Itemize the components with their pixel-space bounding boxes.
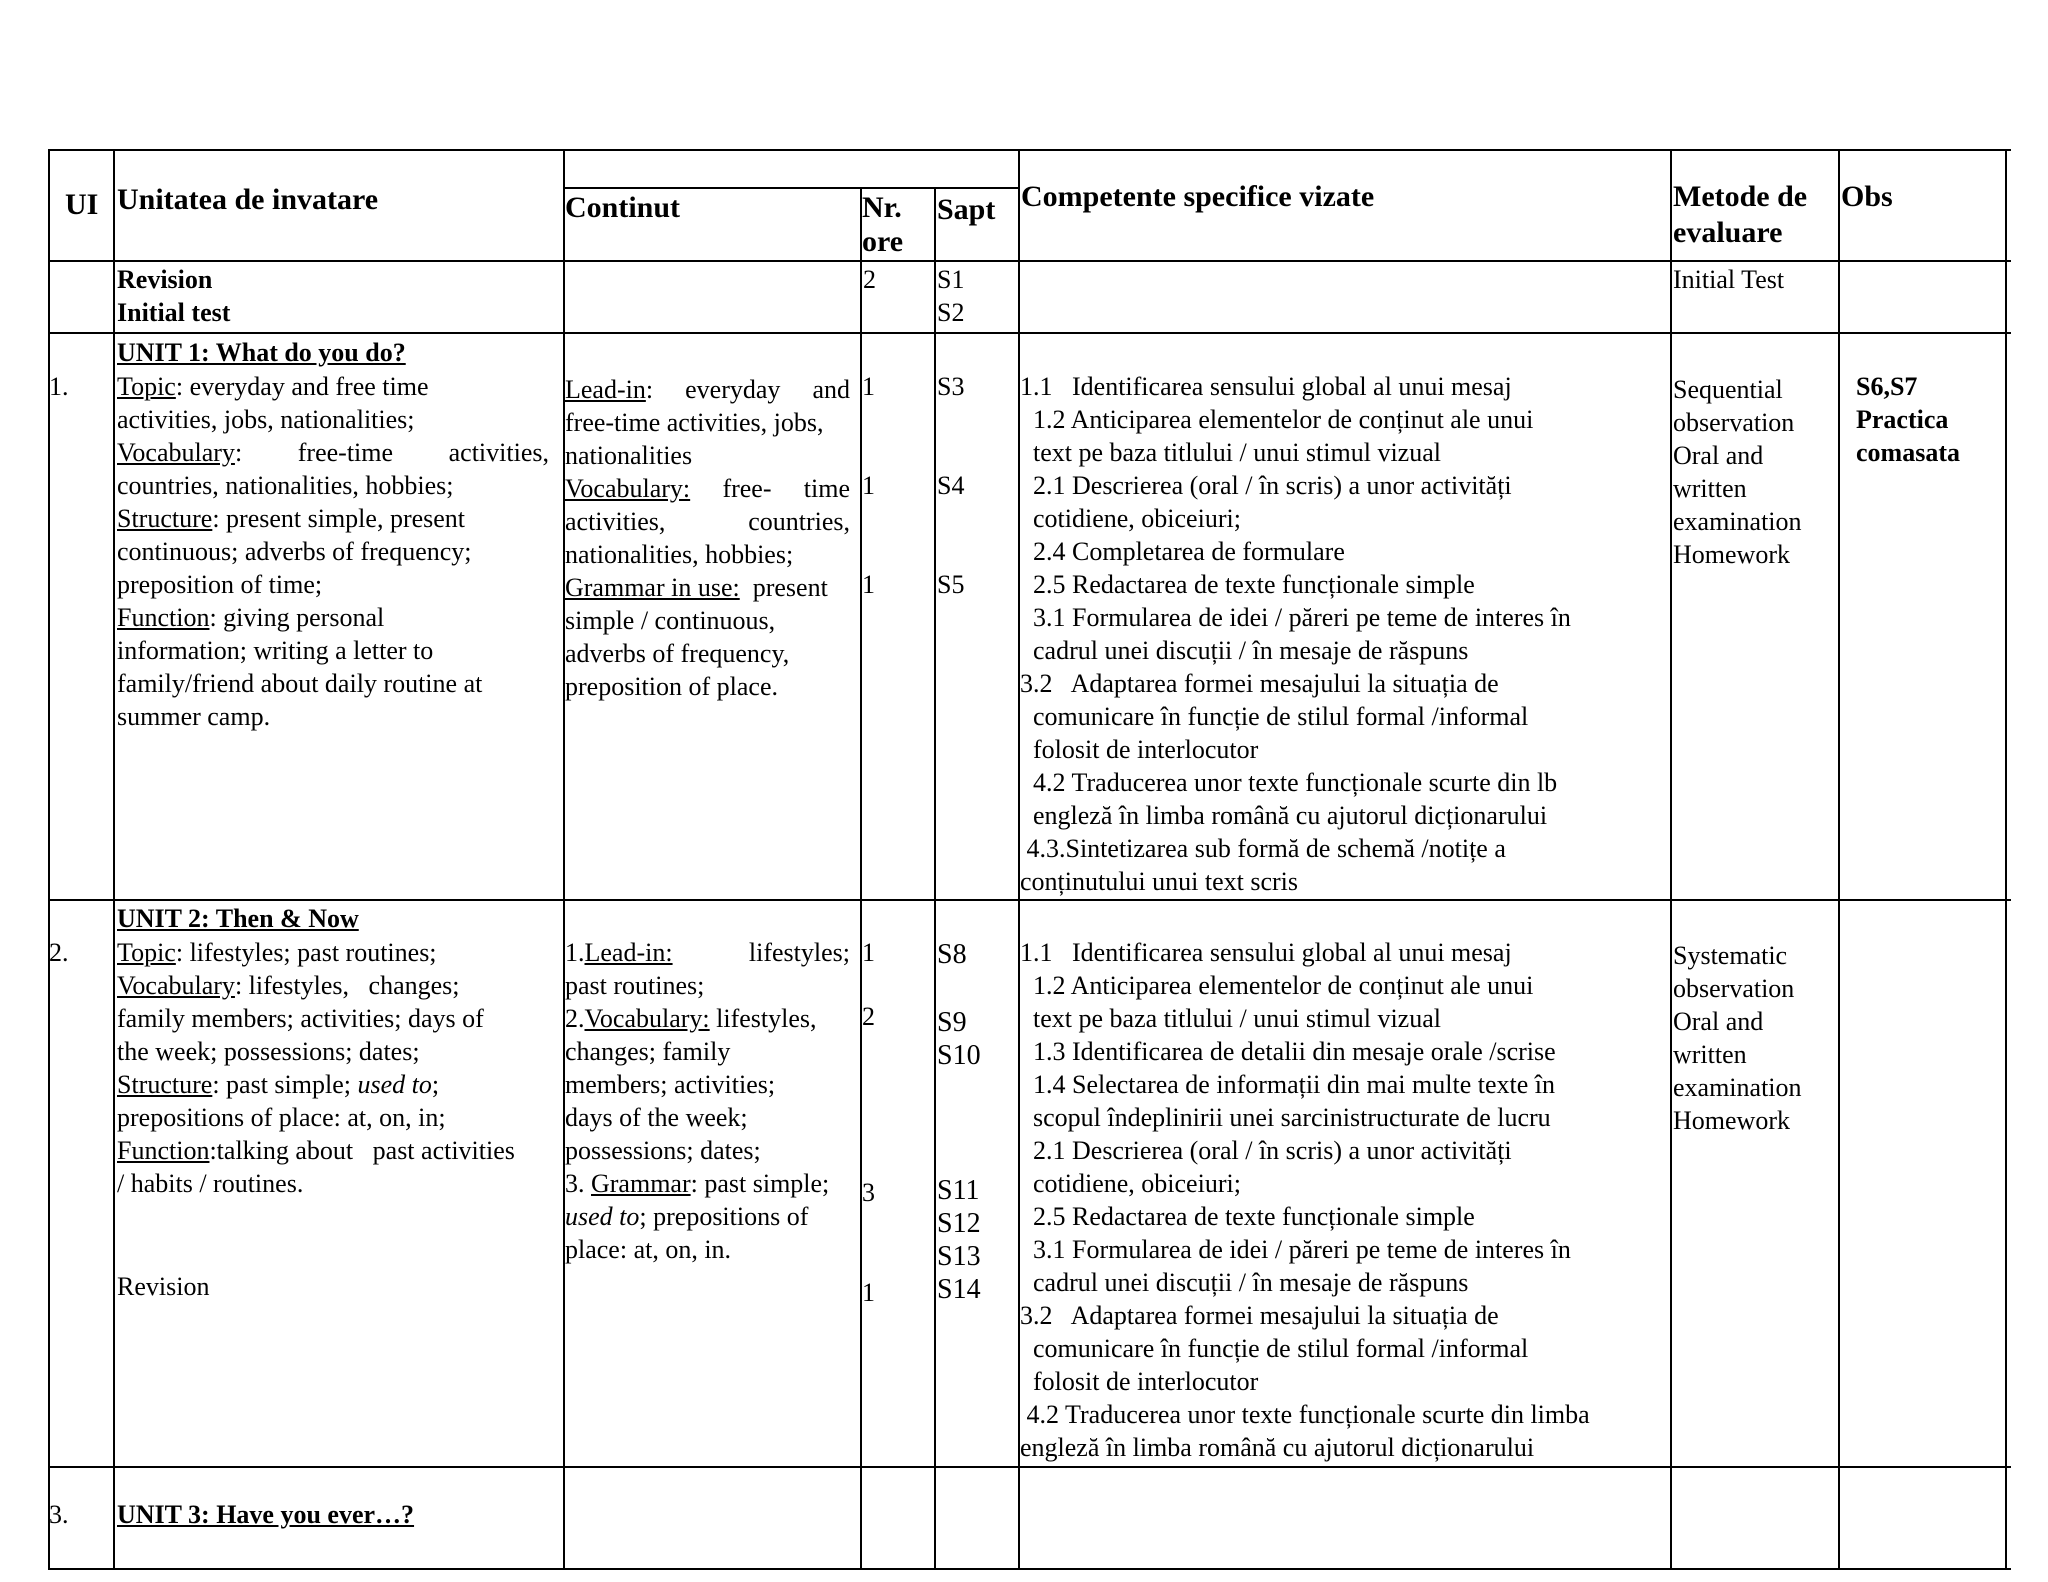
unit1-method-2: observation	[1673, 408, 1795, 437]
unit2-competence: 3.2 Adaptarea formei mesajului la situația de	[1020, 1301, 1499, 1330]
unit1-method-4: written	[1673, 474, 1747, 503]
header-obs: Obs	[1841, 180, 1893, 213]
unit2-method-4: written	[1673, 1040, 1747, 1069]
unit1-function-line2: information; writing a letter to	[117, 636, 434, 665]
unit1-function-line3: family/friend about daily routine at	[117, 669, 483, 698]
unit2-competence: 1.4 Selectarea de informații din mai multe texte în	[1020, 1070, 1555, 1099]
unit1-topic-label: Topic	[117, 372, 176, 401]
unit1-structure-line3: preposition of time;	[117, 570, 323, 599]
unit2-week-3: S10	[937, 1040, 981, 1071]
unit2-hours-3: 3	[862, 1178, 875, 1207]
col-border-8	[2005, 150, 2007, 1570]
unit2-content-vocab-2: changes; family	[565, 1037, 731, 1066]
unit1-vocab: Vocabulary: free-time activities,	[117, 438, 549, 467]
unit2-method-1: Systematic	[1673, 941, 1788, 970]
unit2-number: 2.	[49, 938, 69, 967]
col-border-7	[1838, 150, 1840, 1570]
unit2-week-4: S11	[937, 1175, 980, 1206]
unit1-competence: text pe baza titlului / unui stimul vizual	[1020, 438, 1441, 467]
unit2-structure-label: Structure	[117, 1070, 213, 1099]
unit1-topic	[117, 370, 429, 403]
header-metode-1: Metode de	[1673, 180, 1808, 213]
unit2-week-5: S12	[937, 1208, 981, 1239]
unit1-leadin-label: Lead-in	[565, 375, 646, 404]
unit1-content-leadin-3: nationalities	[565, 441, 693, 470]
revision-row-border	[48, 332, 2011, 334]
revision-label: Revision	[117, 265, 213, 294]
unit2-method-3: Oral and	[1673, 1007, 1764, 1036]
unit1-structure-line2: continuous; adverbs of frequency;	[117, 537, 472, 566]
unit1-competence: cadrul unei discuții / în mesaje de răspuns	[1020, 636, 1469, 665]
unit1-structure-label: Structure	[117, 504, 213, 533]
unit2-vocab-line2: family members; activities; days of	[117, 1004, 484, 1033]
unit1-competence: 3.2 Adaptarea formei mesajului la situația de	[1020, 669, 1499, 698]
header-nr-ore-1: Nr.	[862, 191, 902, 224]
unit1-hours-3: 1	[862, 570, 875, 599]
unit2-competence: 3.1 Formularea de idei / păreri pe teme de interes în	[1020, 1235, 1571, 1264]
header-continut: Continut	[565, 191, 681, 224]
unit1-method-6: Homework	[1673, 540, 1790, 569]
unit2-topic: Topic: lifestyles; past routines;	[117, 938, 437, 967]
unit2-competence: scopul îndeplinirii unei sarcinistructurate de lucru	[1020, 1103, 1551, 1132]
unit1-competence: 3.1 Formularea de idei / păreri pe teme de interes în	[1020, 603, 1571, 632]
unit2-structure: Structure: past simple; used to;	[117, 1070, 440, 1099]
col-border-2	[563, 150, 565, 1570]
unit2-competence: 2.1 Descrierea (oral / în scris) a unor activități	[1020, 1136, 1512, 1165]
unit2-row-border	[48, 1466, 2011, 1468]
col-border-1	[113, 150, 115, 1570]
revision-week-2: S2	[937, 298, 965, 327]
unit2-competence: 1.3 Identificarea de detalii din mesaje orale /scrise	[1020, 1037, 1556, 1066]
unit2-function-label: Function	[117, 1136, 210, 1165]
unit1-number: 1.	[49, 372, 69, 401]
unit1-method-5: examination	[1673, 507, 1802, 536]
unit2-vocab: Vocabulary: lifestyles, changes;	[117, 971, 460, 1000]
initial-test-label: Initial test	[117, 298, 231, 327]
unit1-title: UNIT 1: What do you do?	[117, 338, 406, 367]
col-border-6	[1670, 150, 1672, 1570]
unit1-content-grammar-4: preposition of place.	[565, 672, 778, 701]
unit2-content-grammar-label: Grammar	[591, 1169, 691, 1198]
unit1-competence: comunicare în funcție de stilul formal /informal	[1020, 702, 1529, 731]
unit3-title: UNIT 3: Have you ever…?	[117, 1500, 415, 1529]
unit1-competence: cotidiene, obiceiuri;	[1020, 504, 1241, 533]
unit2-competence: 1.2 Anticiparea elementelor de conținut ale unui	[1020, 971, 1534, 1000]
unit1-obs-1: S6,S7	[1856, 372, 1918, 401]
table-top-border	[48, 149, 2011, 151]
unit2-content-vocab-3: members; activities;	[565, 1070, 776, 1099]
unit2-week-6: S13	[937, 1241, 981, 1272]
unit1-topic-line2: activities, jobs, nationalities;	[117, 405, 415, 434]
unit1-content-leadin: Lead-in: everyday and	[565, 375, 850, 404]
revision-week-1: S1	[937, 265, 965, 294]
unit1-competence: folosit de interlocutor	[1020, 735, 1259, 764]
unit2-structure-line2: prepositions of place: at, on, in;	[117, 1103, 446, 1132]
unit1-competence: 4.3.Sintetizarea sub formă de schemă /notițe a	[1020, 834, 1506, 863]
unit2-function-line2: / habits / routines.	[117, 1169, 304, 1198]
unit2-vocab-label: Vocabulary	[117, 971, 235, 1000]
unit1-competence: 1.1 Identificarea sensului global al unui mesaj	[1020, 372, 1512, 401]
unit2-competence: cadrul unei discuții / în mesaje de răspuns	[1020, 1268, 1469, 1297]
unit2-vocab-line3: the week; possessions; dates;	[117, 1037, 420, 1066]
unit1-competence: conținutului unui text scris	[1020, 867, 1299, 896]
unit2-content-grammar-2: used to; prepositions of	[565, 1202, 809, 1231]
unit1-competence: 4.2 Traducerea unor texte funcționale scurte din lb	[1020, 768, 1558, 797]
unit1-structure: Structure: present simple, present	[117, 504, 466, 533]
header-subline	[563, 187, 1018, 189]
unit1-content-grammar-2: simple / continuous,	[565, 606, 776, 635]
unit1-row-border	[48, 899, 2011, 901]
unit1-content-grammar-label: Grammar in use:	[565, 573, 740, 602]
unit1-topic-text: : everyday and free time	[175, 372, 429, 401]
unit1-obs-3: comasata	[1856, 438, 1960, 467]
unit1-content-vocab-3: nationalities, hobbies;	[565, 540, 794, 569]
unit2-week-1: S8	[937, 939, 967, 970]
unit2-content-vocab-label: Vocabulary:	[584, 1004, 710, 1033]
unit1-competence: 2.5 Redactarea de texte funcționale simple	[1020, 570, 1475, 599]
revision-method: Initial Test	[1673, 265, 1785, 294]
header-unitatea: Unitatea de invatare	[117, 183, 379, 216]
unit1-method-3: Oral and	[1673, 441, 1764, 470]
unit1-method-1: Sequential	[1673, 375, 1783, 404]
unit1-content-leadin-2: free-time activities, jobs,	[565, 408, 824, 437]
header-sapt: Sapt	[937, 193, 996, 226]
header-bottom-border	[48, 260, 2011, 262]
unit1-week-1: S3	[937, 372, 965, 401]
unit2-function: Function:talking about past activities	[117, 1136, 515, 1165]
unit2-content-grammar-3: place: at, on, in.	[565, 1235, 732, 1264]
unit2-hours-1: 1	[862, 938, 875, 967]
unit2-competence: 4.2 Traducerea unor texte funcționale scurte din limba	[1020, 1400, 1590, 1429]
header-metode-2: evaluare	[1673, 216, 1783, 249]
unit2-content-grammar: 3. Grammar: past simple;	[565, 1169, 830, 1198]
unit2-title: UNIT 2: Then & Now	[117, 904, 359, 933]
header-nr-ore-2: ore	[862, 225, 904, 258]
unit2-method-2: observation	[1673, 974, 1795, 1003]
unit2-competence: 2.5 Redactarea de texte funcționale simple	[1020, 1202, 1475, 1231]
unit1-content-vocab: Vocabulary: free- time	[565, 472, 850, 505]
unit1-vocab-label: Vocabulary	[117, 438, 235, 467]
unit2-method-6: Homework	[1673, 1106, 1790, 1135]
unit1-week-3: S5	[937, 570, 965, 599]
revision-hours: 2	[863, 265, 876, 294]
unit2-content-vocab-4: days of the week;	[565, 1103, 748, 1132]
unit2-competence: comunicare în funcție de stilul formal /informal	[1020, 1334, 1529, 1363]
header-competente: Competente specifice vizate	[1021, 180, 1375, 213]
unit2-competence: folosit de interlocutor	[1020, 1367, 1259, 1396]
unit1-competence: 2.4 Completarea de formulare	[1020, 537, 1345, 566]
unit1-function-label: Function	[117, 603, 210, 632]
unit2-hours-2: 2	[862, 1002, 875, 1031]
unit2-week-7: S14	[937, 1274, 981, 1305]
unit2-content-leadin-2: past routines;	[565, 971, 705, 1000]
unit2-competence: cotidiene, obiceiuri;	[1020, 1169, 1241, 1198]
unit1-hours-2: 1	[862, 471, 875, 500]
unit2-content-vocab: 2.Vocabulary: lifestyles,	[565, 1004, 817, 1033]
unit1-content-vocab-2: activities, countries,	[565, 507, 850, 536]
unit2-week-2: S9	[937, 1007, 967, 1038]
unit1-competence: 1.2 Anticiparea elementelor de conținut ale unui	[1020, 405, 1534, 434]
unit2-content-leadin: 1.Lead-in: lifestyles;	[565, 938, 850, 967]
unit2-competence: 1.1 Identificarea sensului global al unui mesaj	[1020, 938, 1512, 967]
unit1-content-vocab-label: Vocabulary:	[565, 474, 691, 503]
unit1-competence: 2.1 Descrierea (oral / în scris) a unor activități	[1020, 471, 1512, 500]
unit1-obs-2: Practica	[1856, 405, 1949, 434]
unit2-topic-label: Topic	[117, 938, 176, 967]
unit2-competence: engleză în limba română cu ajutorul dicționarului	[1020, 1433, 1535, 1462]
unit2-revision: Revision	[117, 1272, 210, 1301]
unit1-function-line4: summer camp.	[117, 702, 271, 731]
header-ui: UI	[65, 188, 99, 221]
unit2-hours-4: 1	[862, 1278, 875, 1307]
unit3-number: 3.	[49, 1500, 69, 1529]
unit2-leadin-label: Lead-in:	[584, 938, 673, 967]
unit2-competence: text pe baza titlului / unui stimul vizual	[1020, 1004, 1441, 1033]
unit2-content-vocab-5: possessions; dates;	[565, 1136, 761, 1165]
unit1-content-grammar-3: adverbs of frequency,	[565, 639, 790, 668]
unit1-week-2: S4	[937, 471, 965, 500]
col-border-4	[934, 187, 936, 1570]
unit1-competence: engleză în limba română cu ajutorul dicționarului	[1020, 801, 1548, 830]
unit2-method-5: examination	[1673, 1073, 1802, 1102]
unit1-hours-1: 1	[862, 372, 875, 401]
table-bottom-border	[48, 1568, 2011, 1570]
unit1-function: Function: giving personal	[117, 603, 385, 632]
unit1-content-grammar: Grammar in use: present	[565, 573, 828, 602]
col-border-0	[48, 150, 50, 1570]
unit1-vocab-line2: countries, nationalities, hobbies;	[117, 471, 454, 500]
